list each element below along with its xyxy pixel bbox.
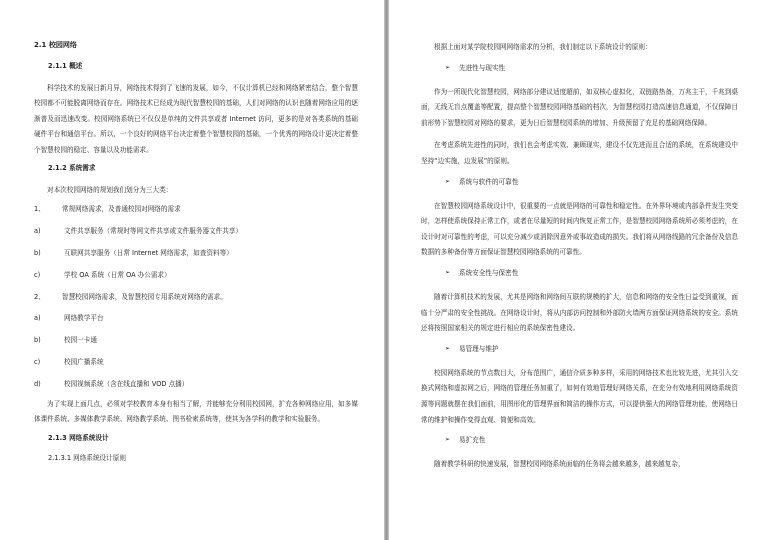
overview-paragraph: 科学技术的发展日新月异，网络技术得到了飞速的发展，如今，不仅计算机已经和网络紧密结合，整个智慧校园都不可能脱离网络而存在。网络技术已经成为现代智慧校园的基础，人们对网络的认识也随着网络应用的逐渐普及而迅速改变。校园网络系统已不仅仅是单纯的文件共享或者 Internet 访问，更多的是对各类系统的基础硬件平台和通信平台。所以，一个良好的网络平台决定着整个智慧校园的基础，一个优秀的网络设计更决定着整个智慧校园的稳定、容量以及功能需求。 [34, 84, 358, 154]
list-item [34, 335, 358, 345]
list-item-marker: c) [34, 358, 41, 367]
requirements-summary: 为了实现上面几点，必须对学校教育本身有相当了解，并能够充分利用校园网，扩充各种网络应用，如多媒体课件系统、多媒体教学系统、网络教学系统、图书检索系统等，使其为各学科的教学和实验服务。 [34, 399, 358, 424]
arrow-bullet-icon: ➢ [445, 177, 451, 185]
principle-paragraph: 作为一所现代化智慧校园，网络部分建议适度超前，如双核心虚拟化，双链路热备，万兆主干，千兆到桌面，无线无盲点覆盖等配置，提高整个智慧校园网络基础的档次，为智慧校园打造高速信息通道，不仅保障目前形势下智慧校园对网络的要求，更为日后智慧校园系统的增加、升级预留了充足的基础网络保障。 [421, 87, 738, 127]
list-item-text: 校园一卡通 [64, 336, 97, 345]
list-item [34, 204, 358, 214]
list-item-marker: b) [34, 249, 41, 258]
principle-title: 先进性与现实性 [459, 63, 506, 72]
list-item [34, 313, 358, 323]
right-page [389, 0, 760, 540]
principle-title: 易扩充性 [459, 436, 486, 445]
list-item-marker: a) [34, 314, 41, 323]
principle-paragraph: 在智慧校园网络系统设计中，很重要的一点就是网络的可靠性和稳定性。在外界环境或内部条件发生突变时，怎样使系统保持正常工作，或者在尽量短的时间内恢复正常工作，是智慧校园网络系统所必须考虑的，在设计时对可靠性的考虑，可以充分减少或消除因意外或事故造成的损失。我们将从网络线路的冗余备份及信息数据的多种备份等方面保证智慧校园网络系统的可靠性。 [421, 201, 738, 257]
principle-paragraph: 随着教学科研的快速发展，智慧校园网络系统面临的任务将会越来越多，越来越复杂， [434, 460, 685, 469]
heading-2-1-3-1: 2.1.3.1 网络系统设计原则 [48, 454, 126, 463]
list-item [34, 270, 358, 280]
requirements-list [34, 204, 358, 388]
requirements-intro: 对本次校园网络的规划我们划分为三大类： [47, 186, 173, 195]
heading-2-1-3: 2.1.3 网络系统设计 [48, 434, 109, 443]
list-item-marker: 1、 [34, 205, 45, 214]
list-item-marker: c) [34, 270, 41, 279]
principle-heading [445, 177, 738, 187]
list-item-text: 互联网共享服务（日常 Internet 网络需求，如查资料等） [64, 249, 233, 258]
list-item [34, 226, 358, 236]
design-principles [421, 63, 738, 473]
heading-2-1-2: 2.1.2 系统需求 [48, 164, 96, 173]
list-item-text: 校园广播系统 [64, 358, 104, 367]
arrow-bullet-icon: ➢ [445, 344, 451, 352]
list-item [34, 379, 358, 389]
principle-heading [445, 435, 738, 445]
arrow-bullet-icon: ➢ [445, 436, 451, 444]
principles-intro: 根据上面对某学院校园网网络需求的分析，我们制定以下系统设计的原则： [434, 43, 652, 51]
list-item [34, 357, 358, 367]
principle-paragraph: 在考虑系统先进性的同时，我们也会考虑实效、兼顾现实，建设不仅先进而且合适的系统，在系统建设中坚持“边实施，边发展”的原则。 [421, 141, 738, 165]
heading-2-1-1: 2.1.1 概述 [48, 62, 83, 70]
list-item [34, 292, 358, 302]
arrow-bullet-icon: ➢ [445, 268, 451, 276]
list-item-marker: b) [34, 336, 41, 345]
list-item-marker: d) [34, 379, 41, 388]
list-item-text: 校园视频系统（含在线直播和 VOD 点播） [64, 379, 189, 388]
list-item-marker: a) [34, 227, 41, 236]
heading-2-1: 2.1 校园网络 [34, 41, 77, 49]
principle-heading [445, 268, 738, 278]
list-item [34, 248, 358, 258]
arrow-bullet-icon: ➢ [445, 63, 451, 71]
list-item-marker: 2、 [34, 292, 45, 301]
list-item-text: 网络教学平台 [64, 314, 104, 323]
list-item-text: 智慧校园网络需求，及智慧校园专用系统对网络的需求。 [62, 292, 227, 301]
principle-heading [445, 344, 738, 354]
principle-title: 易管理与维护 [459, 344, 499, 353]
principle-paragraph: 随着计算机技术的发展，尤其是网络和网络间互联的规模的扩大，信息和网络的安全性日益受到重视，面临十分严肃的安全性挑战。在网络设计时，将从内部访问控制和外部防火墙两方面保证网络系统的安全。系统还将按照国家相关的规定进行相应的系统保密性建设。 [421, 292, 738, 333]
principle-paragraph: 校园网络系统的节点数目大，分布范围广，通信介质多种多样，采用的网络技术也比较先进，尤其引入交换式网络和虚拟网之后，网络的管理任务加重了，如何有效地管理好网络关系，在充分有效地利用网络系统资源等问题就摆在我们面前，用图形化的管理界面和简洁的操作方式，可以提供强大的网络管理功能，使网络日常的维护和操作变得直观、简便和高效。 [421, 368, 738, 424]
list-item-text: 文件共享服务（常规时等网文件共享或文件服务器文件共享） [64, 227, 243, 236]
principle-title: 系统安全性与保密性 [459, 268, 519, 277]
principle-heading [445, 63, 738, 73]
list-item-text: 常规网络需求，及普通校园对网络的需求 [62, 205, 181, 214]
principle-title: 系统与软件的可靠性 [459, 177, 519, 186]
list-item-text: 学校 OA 系统（日常 OA 办公需求） [64, 270, 171, 279]
